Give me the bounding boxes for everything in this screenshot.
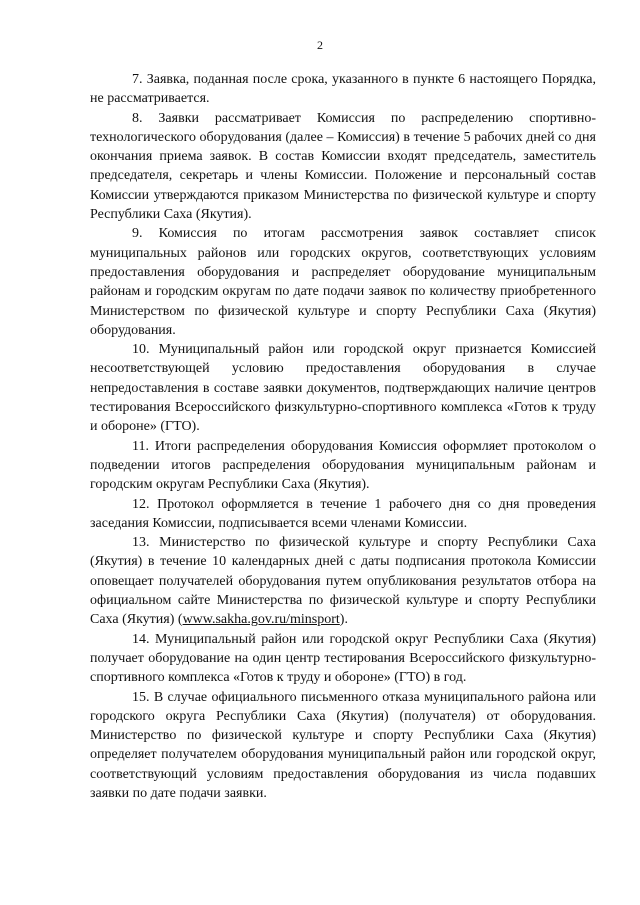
paragraph-12: 12. Протокол оформляется в течение 1 рабочего дня со дня проведения заседания Комиссии, подписывается всеми членами Комиссии. [90, 496, 596, 531]
paragraph-8: 8. Заявки рассматривает Комиссия по распределению спортивно-технологического оборудования (далее – Комиссия) в течение 5 рабочих дней со дня окончания приема заявок. В состав Комиссии входят председатель, заместитель председателя, секретарь и члены Комиссии. Положение и персональный состав Комиссии утверждаются приказом Министерства по физической культуре и спорту Республики Саха (Якутия). [90, 110, 596, 223]
paragraph-9: 9. Комиссия по итогам рассмотрения заявок составляет список муниципальных районов или городских округов, соответствующих условиям предоставления оборудования и распределяет оборудование муниципальным районам и городским округам по дате подачи заявок по количеству приобретенного Министерством по физической культуре и спорту Республики Саха (Якутия) оборудования. [90, 226, 596, 338]
document-body [90, 70, 596, 803]
paragraph-10: 10. Муниципальный район или городской округ признается Комиссией несоответствующей условию предоставления оборудования в случае непредоставления в составе заявки документов, подтверждающих наличие центров тестирования Всероссийского физкультурно-спортивного комплекса «Готов к труду и обороне» (ГТО). [90, 342, 596, 435]
paragraph-13 [90, 533, 596, 629]
paragraph-7: 7. Заявка, поданная после срока, указанного в пункте 6 настоящего Порядка, не рассматривается. [90, 72, 596, 107]
paragraph-14: 14. Муниципальный район или городской округ Республики Саха (Якутия) получает оборудование на один центр тестирования Всероссийского физкультурно-спортивного комплекса «Готов к труду и обороне» (ГТО) в год. [90, 631, 596, 686]
minsport-website-link[interactable]: www.sakha.gov.ru/minsport [182, 612, 340, 628]
paragraph-13-text-before: 13. Министерство по физической культуре и спорту Республики Саха (Якутия) в течение 10 календарных дней с даты подписания протокола Комиссии оповещает получателей оборудования путем опубликования результатов отбора на официальном сайте Министерства по физической культуре и спорту Республики Саха (Якутия) ( [90, 535, 596, 628]
page-number: 2 [317, 38, 323, 52]
paragraph-15: 15. В случае официального письменного отказа муниципального района или городского округа Республики Саха (Якутия) (получателя) от оборудования. Министерство по физической культуре и спорту Республики Саха (Якутия) определяет получателем оборудования муниципальный район или городской округ, соответствующий условиям предоставления оборудования из числа подавших заявки по дате подачи заявки. [90, 689, 596, 801]
paragraph-11: 11. Итоги распределения оборудования Комиссия оформляет протоколом о подведении итогов распределения оборудования муниципальным районам и городским округам Республики Саха (Якутия). [90, 438, 596, 493]
paragraph-13-text-after: ). [339, 612, 348, 628]
